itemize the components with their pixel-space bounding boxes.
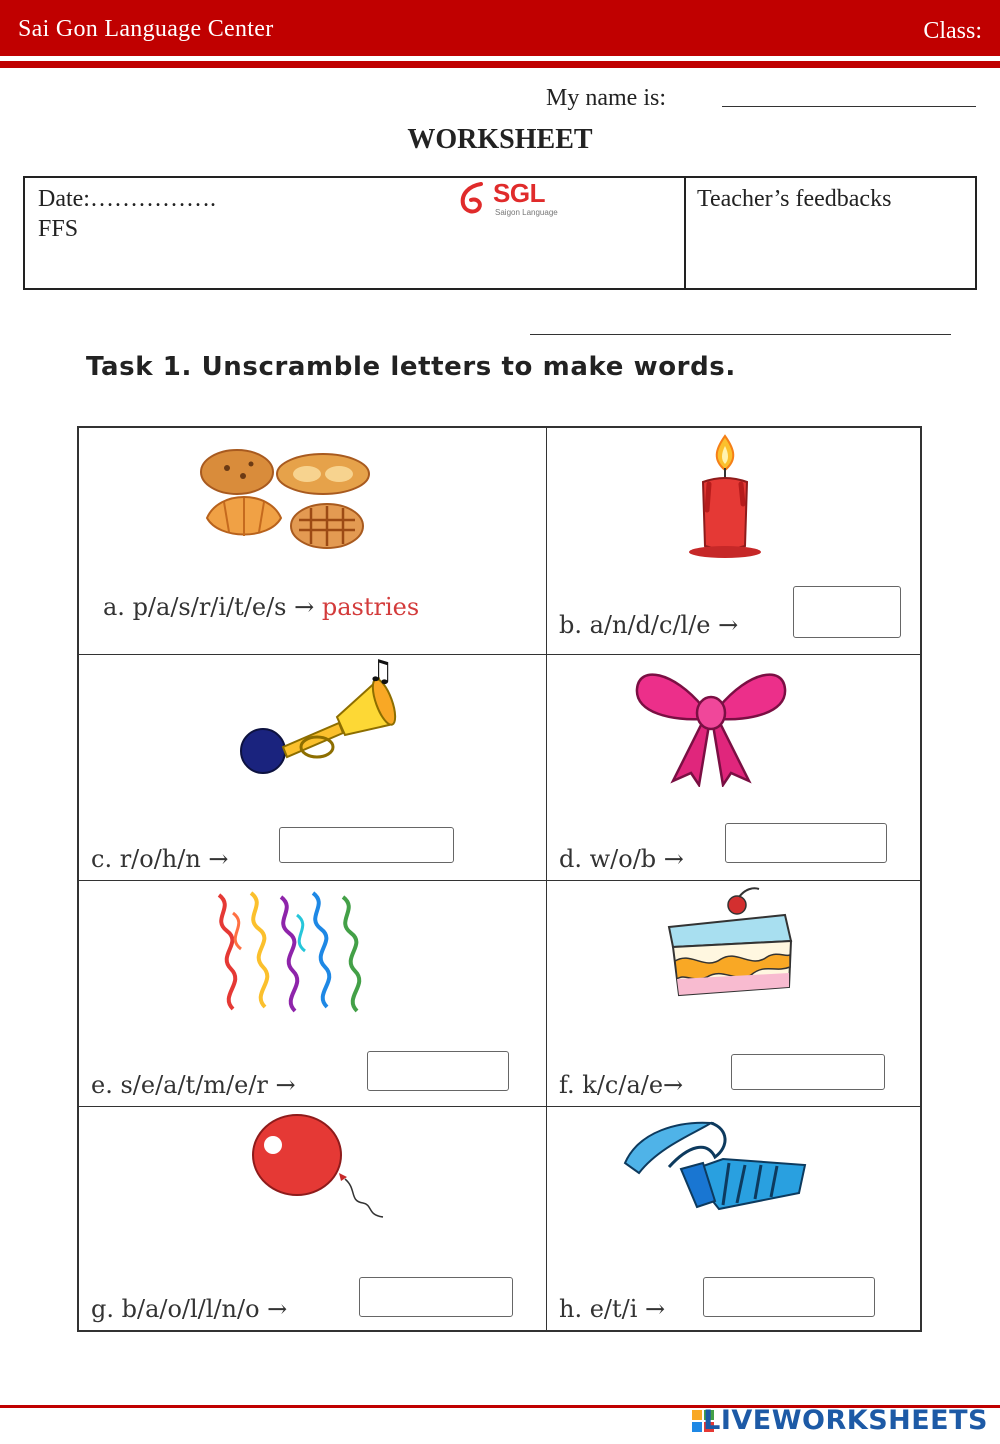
streamers-icon [209, 889, 371, 1029]
task-cell-d [547, 655, 920, 881]
task-grid [77, 426, 922, 1332]
footer-brand[interactable]: LIVEWORKSHEETS [703, 1405, 988, 1436]
info-box-divider [684, 178, 686, 288]
answer-input-g[interactable] [359, 1277, 513, 1317]
task-cell-a [79, 428, 547, 655]
clue-text-c: c. r/o/h/n → [91, 845, 229, 873]
name-label: My name is: [546, 85, 666, 111]
clue-text-b: b. a/n/d/c/l/e → [559, 611, 739, 639]
clue-text-g: g. b/a/o/l/l/n/o → [91, 1295, 288, 1323]
balloon-icon [249, 1111, 389, 1221]
sgl-logo-icon [455, 180, 495, 220]
horn-icon [239, 655, 409, 780]
task-cell-f [547, 881, 920, 1107]
page-title: WORKSHEET [407, 124, 593, 155]
name-input-line[interactable] [722, 106, 976, 107]
answer-input-e[interactable] [367, 1051, 509, 1091]
separator-line [530, 334, 951, 335]
info-box [23, 176, 977, 290]
clue-text-h: h. e/t/i → [559, 1295, 666, 1323]
clue-text-a: a. p/a/s/r/i/t/e/s → pastries [103, 593, 420, 621]
header-divider [0, 61, 1000, 68]
task-cell-b [547, 428, 920, 655]
sgl-logo [455, 178, 565, 222]
tie-icon [619, 1111, 809, 1223]
svg-text:♫: ♫ [367, 655, 394, 689]
answer-input-h[interactable] [703, 1277, 875, 1317]
task-cell-c [79, 655, 547, 881]
task-cell-g [79, 1107, 547, 1332]
logo-text: SGL [493, 178, 545, 208]
answer-text-a: pastries [321, 593, 420, 621]
center-name: Sai Gon Language Center [18, 16, 274, 42]
answer-input-d[interactable] [725, 823, 887, 863]
candle-icon [685, 434, 765, 562]
feedback-label: Teacher’s feedbacks [697, 186, 892, 212]
task-cell-e [79, 881, 547, 1107]
cake-icon [665, 887, 795, 999]
answer-input-c[interactable] [279, 827, 454, 863]
bow-icon [633, 661, 789, 787]
logo-subtitle: Saigon Language [495, 208, 558, 217]
answer-input-b[interactable] [793, 586, 901, 638]
header-bar [0, 0, 1000, 56]
pastries-icon [199, 440, 371, 550]
ffs-label: FFS [38, 216, 79, 242]
task-cell-h [547, 1107, 920, 1332]
task-title: Task 1. Unscramble letters to make words. [86, 352, 736, 382]
clue-text-f: f. k/c/a/e→ [559, 1071, 684, 1099]
class-label: Class: [923, 18, 982, 44]
answer-input-f[interactable] [731, 1054, 885, 1090]
date-label: Date:……………. [38, 186, 216, 212]
clue-text-e: e. s/e/a/t/m/e/r → [91, 1071, 296, 1099]
clue-text-d: d. w/o/b → [559, 845, 684, 873]
